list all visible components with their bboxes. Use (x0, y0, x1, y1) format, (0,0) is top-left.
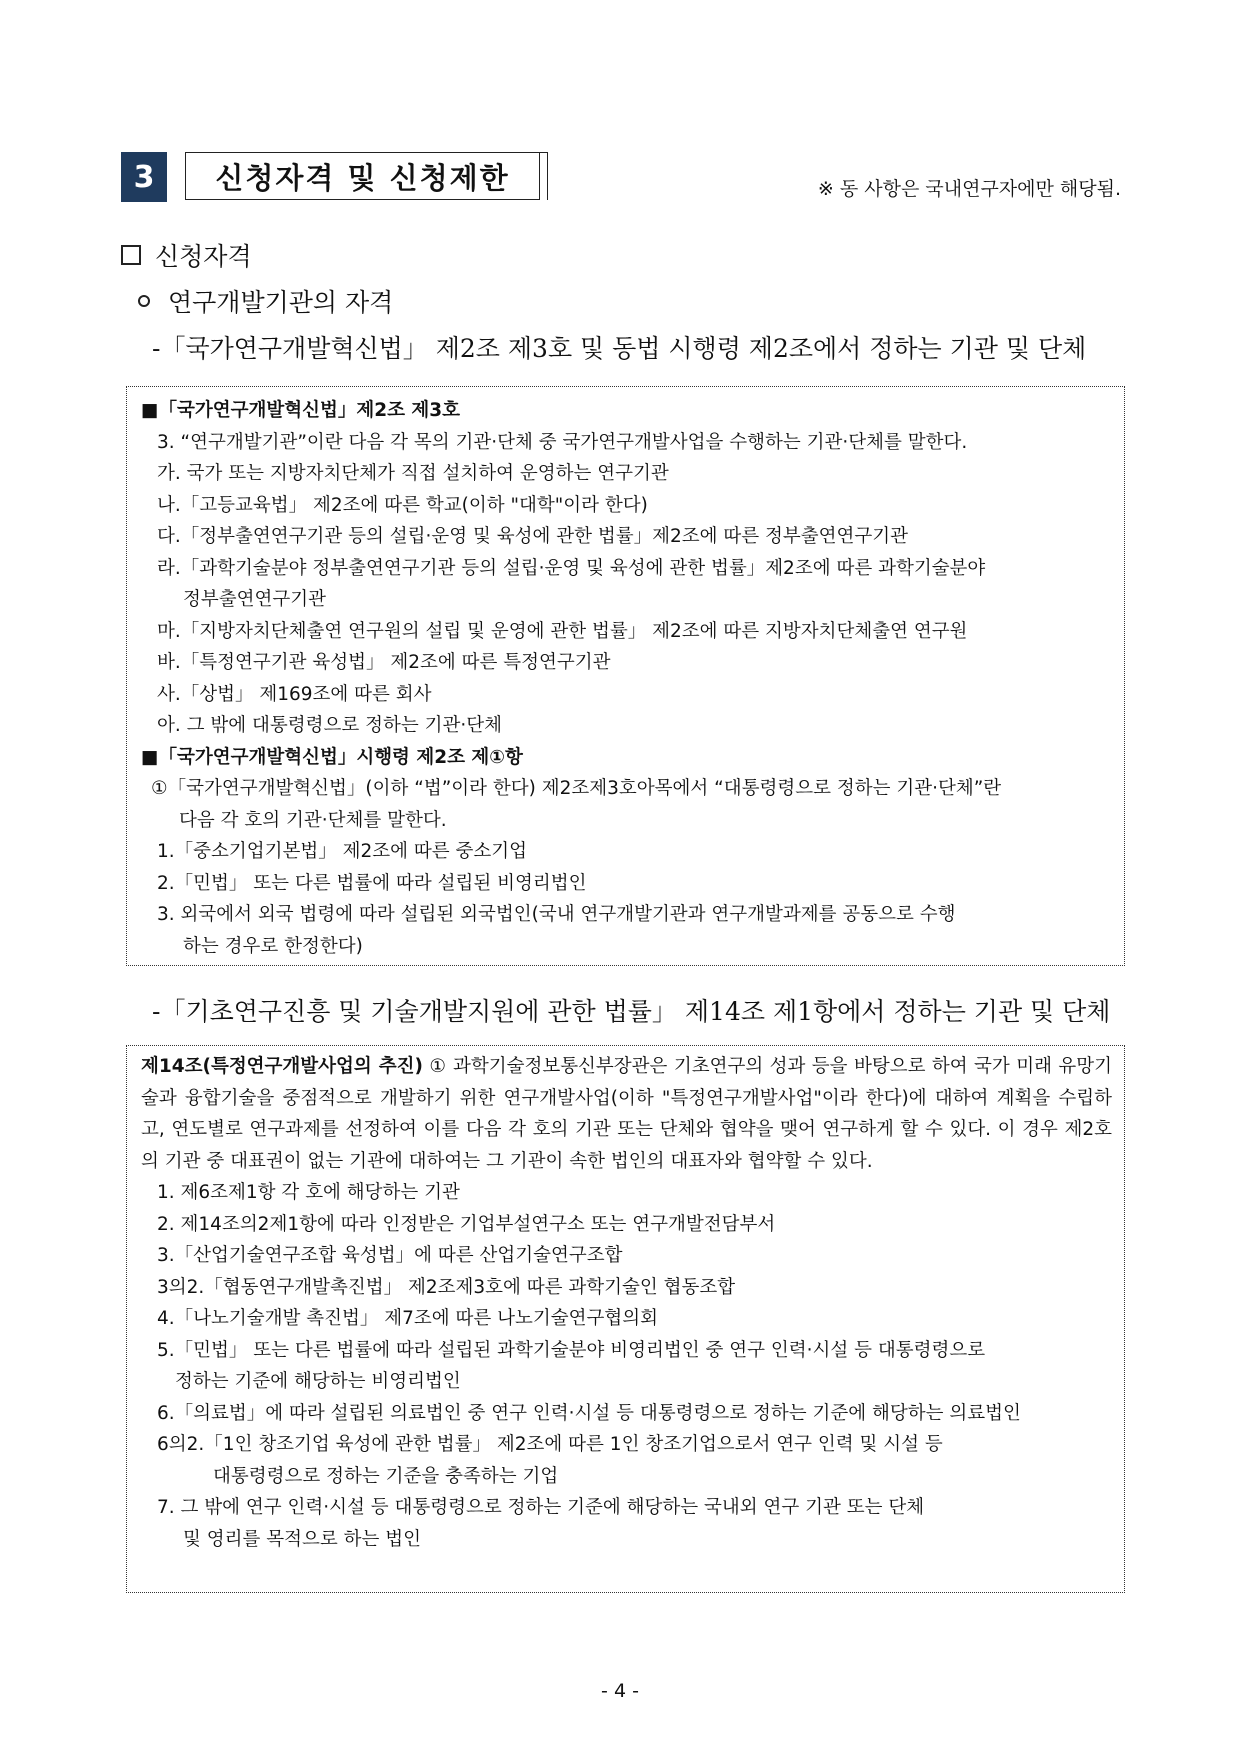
heading-institution-qualification (138, 283, 393, 319)
box2-article-body: ① 과학기술정보통신부장관은 기초연구의 성과 등을 바탕으로 하여 국가 미래 유망기술과 융합기술을 중점적으로 개발하기 위한 연구개발사업(이하 "특정연구개발사업"이라 한다)에 대하여 계획을 수립하고, 연도별로 연구과제를 선정하여 이를 다음 각 호의 기관 또는 단체와 협약을 맺어 연구하게 할 수 있다. 이 경우 제2호의 기관 중 대표권이 없는 기관에 대하여는 그 기관이 속한 법인의 대표자와 협약할 수 있다. (141, 1056, 1112, 1172)
section-note: ※ 동 사항은 국내연구자에만 해당됨. (817, 178, 1121, 200)
box1-item-ba: 바.「특정연구기관 육성법」 제2조에 따른 특정연구기관 (157, 652, 611, 673)
box1-num-3-cont: 하는 경우로 한정한다) (183, 935, 363, 957)
square-bullet-icon (121, 245, 141, 265)
box1-heading-1: ■「국가연구개발혁신법」제2조 제3호 (141, 400, 460, 421)
box1-item-ra: 라.「과학기술분야 정부출연연구기관 등의 설립·운영 및 육성에 관한 법률」제2조에 따른 과학기술분야 (157, 557, 986, 579)
box1-clause-1: ①「국가연구개발혁신법」(이하 “법”이라 한다) 제2조제3호아목에서 “대통령령으로 정하는 기관·단체”란 (151, 778, 1002, 799)
box1-num-1: 1.「중소기업기본법」 제2조에 따른 중소기업 (157, 841, 528, 862)
box2-item-1: 1. 제6조제1항 각 호에 해당하는 기관 (157, 1182, 460, 1203)
box1-item-sa: 사.「상법」 제169조에 따른 회사 (157, 683, 432, 705)
page-number: - 4 - (601, 1680, 639, 1702)
box2-paragraph (141, 1051, 1112, 1177)
box2-item-6: 6.「의료법」에 따라 설립된 의료법인 중 연구 인력·시설 등 대통령령으로 정하는 기준에 해당하는 의료법인 (157, 1402, 1021, 1424)
box1-num-3: 3. 외국에서 외국 법령에 따라 설립된 외국법인(국내 연구개발기관과 연구개발과제를 공동으로 수행 (157, 904, 956, 925)
box1-item-da: 다.「정부출연연구기관 등의 설립·운영 및 육성에 관한 법률」제2조에 따른 정부출연연구기관 (157, 526, 908, 547)
box2-item-5-cont: 정하는 기준에 해당하는 비영리법인 (175, 1371, 461, 1392)
box1-item-na: 나.「고등교육법」 제2조에 따른 학교(이하 "대학"이라 한다) (157, 494, 648, 516)
box1-clause-1-cont: 다음 각 호의 기관·단체를 말한다. (179, 809, 447, 831)
section-number: 3 (121, 152, 167, 202)
law-excerpt-box-1 (126, 386, 1125, 966)
box1-heading-2: ■「국가연구개발혁신법」시행령 제2조 제①항 (141, 746, 523, 768)
dash-item-innovation-act: -「국가연구개발혁신법」 제2조 제3호 및 동법 시행령 제2조에서 정하는 기관 및 단체 (152, 334, 1087, 363)
box2-item-5: 5.「민법」 또는 다른 법률에 따라 설립된 과학기술분야 비영리법인 중 연구 인력·시설 등 대통령령으로 (157, 1339, 986, 1361)
box2-article-title: 제14조(특정연구개발사업의 추진) (141, 1056, 423, 1077)
box1-item-3: 3. “연구개발기관”이란 다음 각 목의 기관·단체 중 국가연구개발사업을 수행하는 기관·단체를 말한다. (157, 431, 968, 453)
box2-item-6-2: 6의2.「1인 창조기업 육성에 관한 법률」 제2조에 따른 1인 창조기업으로서 연구 인력 및 시설 등 (157, 1434, 943, 1455)
dash-item-basic-research-act: -「기초연구진흥 및 기술개발지원에 관한 법률」 제14조 제1항에서 정하는 기관 및 단체 (152, 997, 1111, 1026)
box2-item-3-2: 3의2.「협동연구개발촉진법」 제2조제3호에 따른 과학기술인 협동조합 (157, 1276, 736, 1298)
box2-item-6-2-cont: 대통령령으로 정하는 기준을 충족하는 기업 (213, 1465, 559, 1487)
box1-num-2: 2.「민법」 또는 다른 법률에 따라 설립된 비영리법인 (157, 872, 587, 894)
section-title: 신청자격 및 신청제한 (185, 152, 540, 200)
box1-item-ra-cont: 정부출연연구기관 (183, 589, 326, 610)
heading-eligibility-text: 신청자격 (155, 242, 252, 271)
box1-item-a: 아. 그 밖에 대통령령으로 정하는 기관·단체 (157, 715, 502, 736)
box1-item-ga: 가. 국가 또는 지방자치단체가 직접 설치하여 운영하는 연구기관 (157, 463, 669, 484)
circle-bullet-icon (138, 295, 150, 307)
box2-item-4: 4.「나노기술개발 촉진법」 제7조에 따른 나노기술연구협의회 (157, 1308, 658, 1329)
heading-eligibility (121, 237, 252, 273)
box1-item-ma: 마.「지방자치단체출연 연구원의 설립 및 운영에 관한 법률」 제2조에 따른 지방자치단체출연 연구원 (157, 620, 968, 642)
law-excerpt-box-2 (126, 1045, 1125, 1593)
box2-item-7-cont: 및 영리를 목적으로 하는 법인 (183, 1528, 421, 1550)
box2-item-2: 2. 제14조의2제1항에 따라 인정받은 기업부설연구소 또는 연구개발전담부서 (157, 1213, 776, 1235)
box2-item-3: 3.「산업기술연구조합 육성법」에 따른 산업기술연구조합 (157, 1245, 623, 1266)
section-header (121, 152, 1121, 204)
box2-item-7: 7. 그 밖에 연구 인력·시설 등 대통령령으로 정하는 기준에 해당하는 국내외 연구 기관 또는 단체 (157, 1497, 925, 1518)
heading-institution-text: 연구개발기관의 자격 (168, 288, 394, 317)
